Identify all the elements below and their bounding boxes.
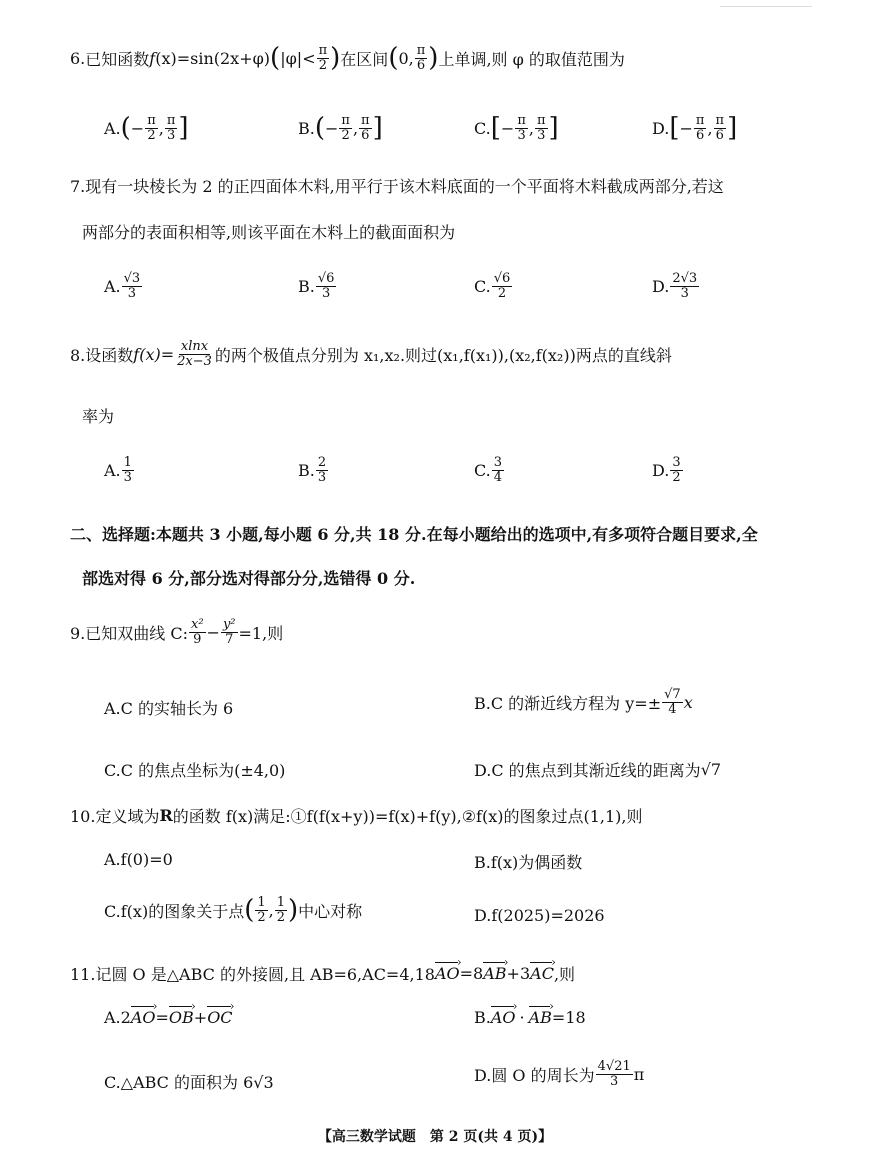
q10-option-d[interactable]: D.f(2025)=2026: [474, 906, 605, 925]
q9-option-c[interactable]: C.C 的焦点坐标为(±4,0): [104, 761, 286, 780]
q11-option-c[interactable]: C.△ABC 的面积为 6√3: [104, 1073, 274, 1092]
q6-option-a[interactable]: A. ( − $\frac{\pi}{2}$ , $\frac{\pi}{3}$ ]: [104, 113, 189, 144]
vector-ao: AO ›: [435, 964, 460, 983]
q6-text-a: 已知函数: [85, 49, 150, 69]
q6-a-f1: $\frac{\pi}{2}$: [147, 113, 156, 143]
q6-a-label: A.: [104, 118, 121, 138]
q7-option-d[interactable]: D. $\frac{2√3}{3}$: [652, 271, 698, 301]
q11-stem: 11.记圆 O 是△ABC 的外接圆,且 AB=6,AC=4,18 AO › =8 AB › +3 AC › ,则: [70, 962, 575, 985]
q6-int-close: ): [428, 43, 439, 74]
q6-stem: [70, 44, 625, 72]
q7-stem-line2: 两部分的表面积相等,则该平面在木料上的截面面积为: [82, 223, 456, 242]
q6-option-b[interactable]: B. ( − $\frac{\pi}{2}$ , $\frac{\pi}{6}$ ]: [298, 113, 383, 144]
q6-option-d[interactable]: D. [ − $\frac{\pi}{6}$ , $\frac{\pi}{6}$ ]: [652, 113, 738, 144]
q7-option-b[interactable]: B. $\frac{√6}{3}$: [298, 271, 335, 301]
q8-func-frac: $\frac{xlnx}{2x-3}$: [177, 339, 212, 369]
q9-frac-y: $\frac{\text{y²}}{7}$: [222, 617, 236, 647]
q6-d-f2: $\frac{\pi}{6}$: [715, 113, 725, 143]
q10-option-c[interactable]: C.f(x)的图象关于点 ( $\frac{1}{2}$ , $\frac{1}{2}$ ) 中心对称: [104, 895, 363, 926]
vector-ac: AC ›: [530, 964, 554, 983]
q6-paren-close: ): [330, 43, 341, 74]
q8-option-c[interactable]: C. $\frac{3}{4}$: [474, 455, 503, 485]
q7-option-a[interactable]: A. $\frac{√3}{3}$: [104, 271, 141, 301]
q6-b-f2: $\frac{\pi}{6}$: [361, 113, 370, 143]
q9-frac-x: $\frac{\text{x²}}{9}$: [191, 617, 204, 647]
q8-option-d[interactable]: D. $\frac{3}{2}$: [652, 455, 681, 485]
q6-text-c: |φ|<: [280, 48, 316, 68]
q7-a-frac: $\frac{√3}{3}$: [123, 271, 141, 301]
q6-option-c[interactable]: C. [ − $\frac{\pi}{3}$ , $\frac{\pi}{3}$ ]: [474, 113, 559, 144]
q6-b-f1: $\frac{\pi}{2}$: [341, 113, 350, 143]
q6-c-label: C.: [474, 118, 491, 138]
q11-option-b[interactable]: B. AO › · AB › =18: [474, 1008, 586, 1027]
q9-option-b[interactable]: B.C 的渐近线方程为 y=± $\frac{√7}{4}$ x: [474, 687, 693, 717]
q8-option-b[interactable]: B. $\frac{2}{3}$: [298, 455, 327, 485]
q6-paren-open: (: [270, 43, 281, 74]
q6-a-f2: $\frac{\pi}{3}$: [166, 113, 176, 143]
q6-zero: 0,: [398, 48, 414, 68]
q6-b-label: B.: [298, 118, 315, 138]
q6-d-f1: $\frac{\pi}{6}$: [695, 113, 705, 143]
section2-heading-line1: 二、选择题:本题共 3 小题,每小题 6 分,共 18 分.在每小题给出的选项中,有多项符合题目要求,全: [70, 525, 758, 544]
q6-number: 6.: [70, 48, 86, 68]
q7-b-frac: $\frac{√6}{3}$: [317, 271, 335, 301]
q7-option-c[interactable]: C. $\frac{√6}{2}$: [474, 271, 511, 301]
q11-option-a[interactable]: A.2 AO › = OB › + OC ›: [104, 1008, 233, 1027]
q9-option-a[interactable]: A.C 的实轴长为 6: [104, 699, 234, 718]
q7-stem-line1: 7.现有一块棱长为 2 的正四面体木料,用平行于该木料底面的一个平面将木料截成两部分,若这: [70, 177, 724, 196]
q10-option-a[interactable]: A.f(0)=0: [104, 850, 173, 869]
q11-option-d[interactable]: D.圆 O 的周长为 $\frac{4√21}{3}$ π: [474, 1059, 645, 1089]
q6-c-f1: $\frac{\pi}{3}$: [517, 113, 526, 143]
q6-c-f2: $\frac{\pi}{3}$: [536, 113, 546, 143]
q6-func: f: [149, 48, 156, 68]
page-footer: 【高三数学试题 第 2 页(共 4 页)】: [317, 1129, 553, 1145]
q9-option-d[interactable]: D.C 的焦点到其渐近线的距离为 √7: [474, 760, 722, 780]
q6-text-d: 在区间: [340, 49, 389, 69]
q9-stem: 9.已知双曲线 C: $\frac{\text{x²}}{9}$ − $\frac{\text{y²}}{7}$ =1,则: [70, 617, 284, 647]
q6-int-open: (: [388, 43, 399, 74]
q8-option-a[interactable]: A. $\frac{1}{3}$: [104, 455, 132, 485]
q6-frac-pi6: $\frac{\pi}{6}$: [416, 43, 426, 73]
q8-stem-line1: 8.设函数 f(x)= $\frac{xlnx}{2x-3}$ 的两个极值点分别为 x₁,x₂.则过(x₁,f(x₁)),(x₂,f(x₂))两点的直线斜: [70, 339, 672, 369]
top-rule: [720, 6, 812, 7]
vector-ab: AB ›: [483, 964, 506, 983]
q6-frac-pi2: $\frac{\pi}{2}$: [318, 43, 328, 73]
section2-heading-line2: 部选对得 6 分,部分选对得部分分,选错得 0 分.: [82, 569, 416, 588]
q7-c-frac: $\frac{√6}{2}$: [493, 271, 511, 301]
q7-d-frac: $\frac{2√3}{3}$: [672, 271, 698, 301]
q6-text-b: (x)=sin(2x+φ): [155, 48, 271, 68]
q6-text-e: 上单调,则 φ 的取值范围为: [438, 49, 625, 69]
q6-d-label: D.: [652, 118, 670, 138]
q8-stem-line2: 率为: [82, 407, 115, 426]
q10-stem: 10.定义域为 R 的函数 f(x)满足:①f(f(x+y))=f(x)+f(y),②f(x)的图象过点(1,1),则: [70, 806, 643, 826]
q10-option-b[interactable]: B.f(x)为偶函数: [474, 853, 583, 872]
